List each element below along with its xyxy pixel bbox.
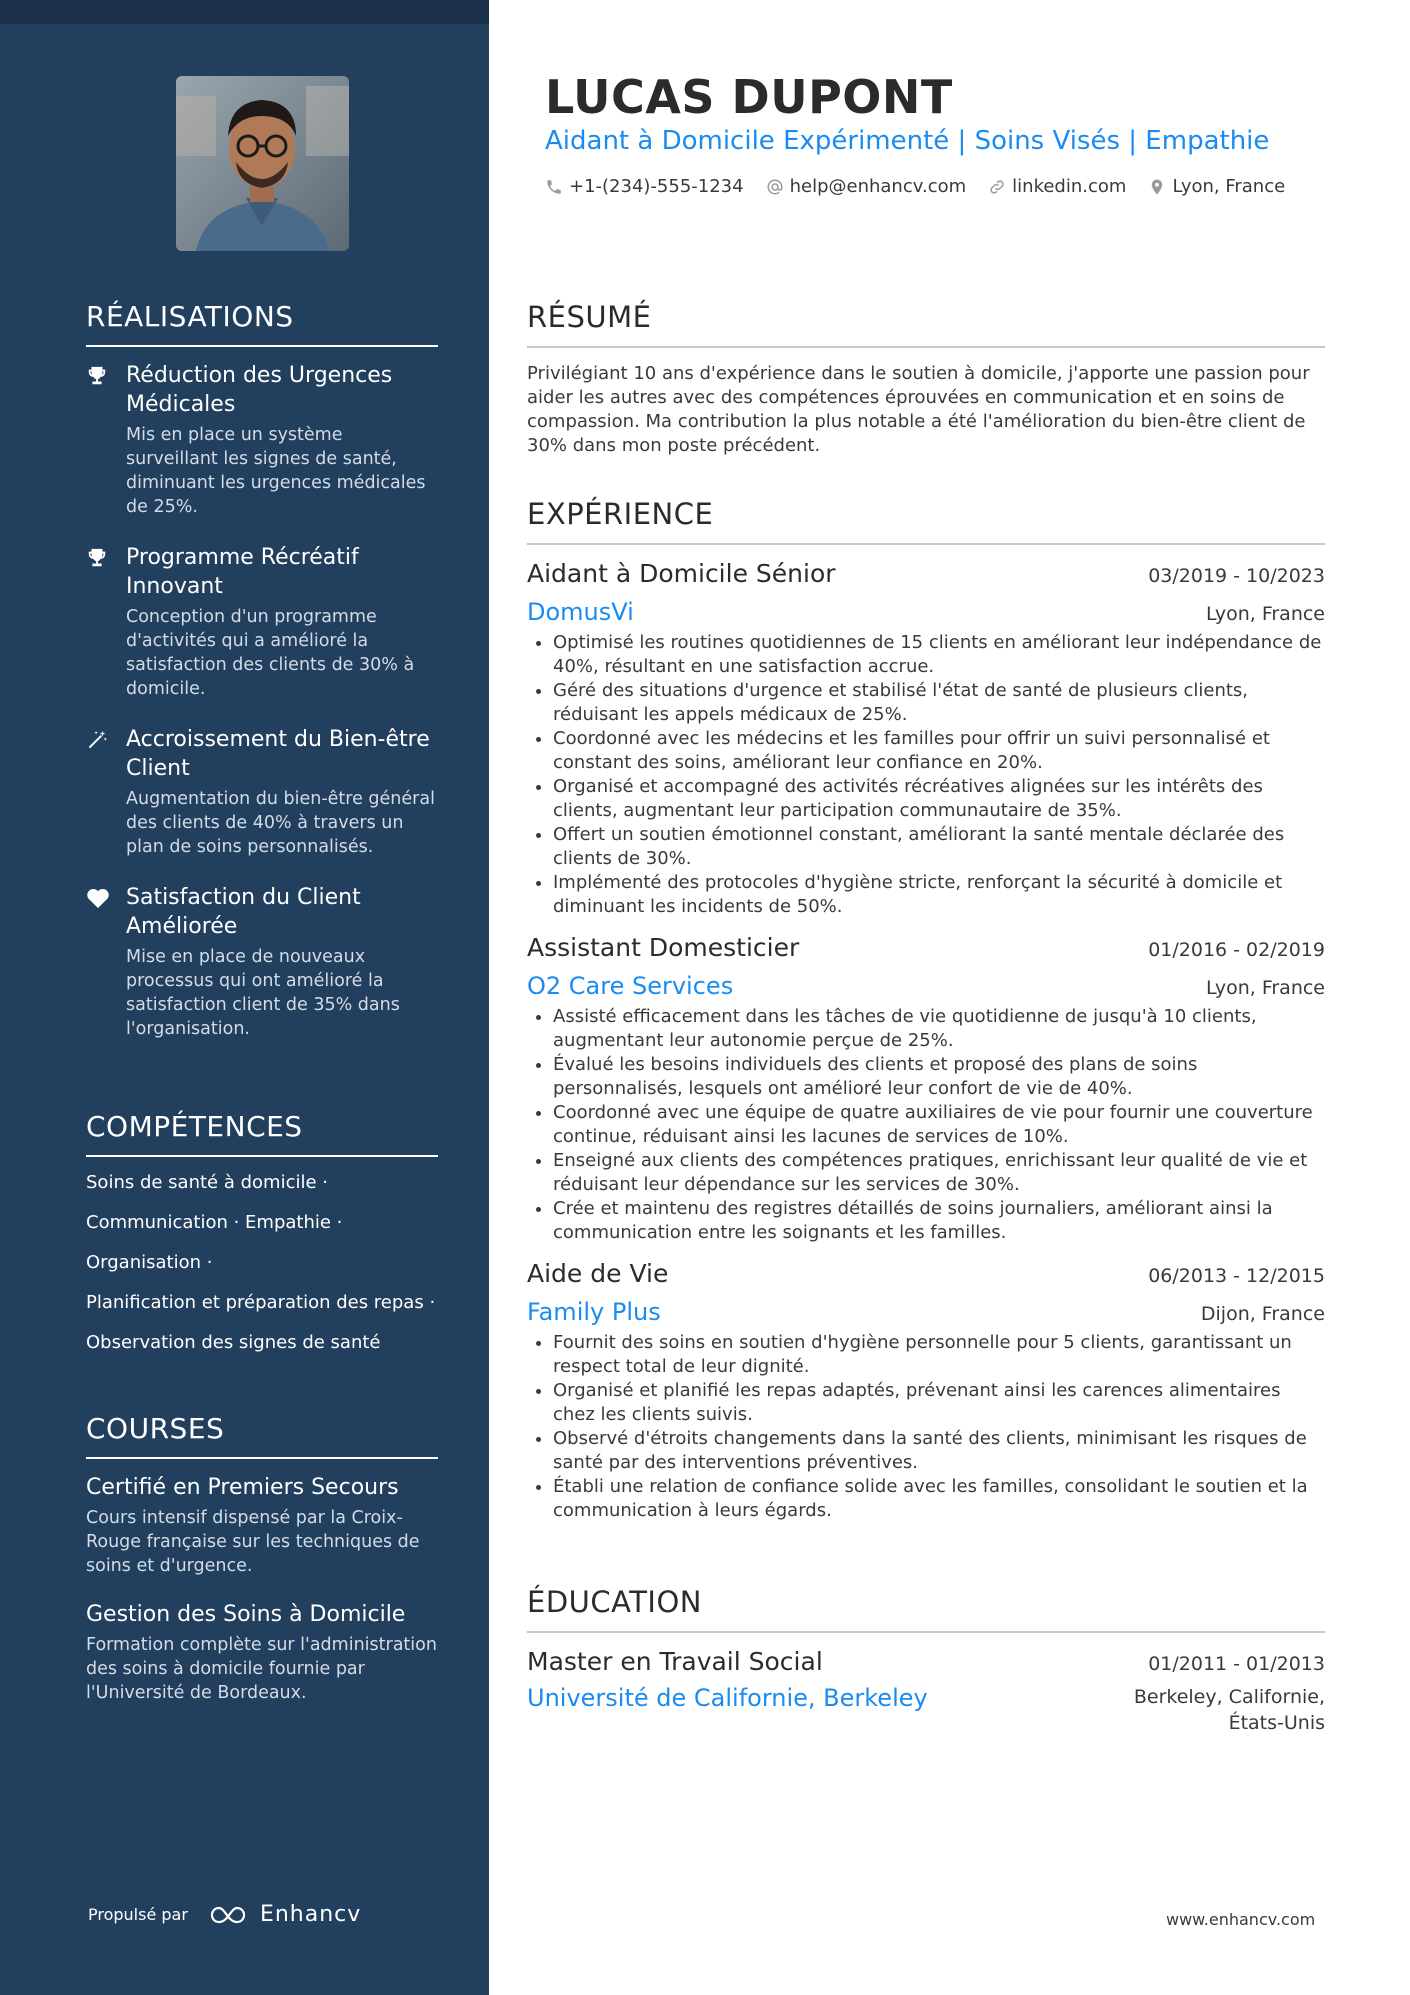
contact-linkedin[interactable]: [988, 176, 1126, 197]
enhancv-brand-name: Enhancv: [259, 1902, 362, 1927]
achievement-desc: Conception d'un programme d'activités qui a amélioré la satisfaction des clients de 30% à domicile.: [126, 607, 415, 699]
trophy-icon: [86, 547, 110, 571]
job-location: Dijon, France: [1200, 1303, 1325, 1325]
achievement-title: Accroissement du Bien-être Client: [126, 727, 430, 781]
job-bullet: • Optimisé les routines quotidiennes de 15 clients en améliorant leur indépendance de 40%, résultant en une satisfaction accrue.: [553, 631, 1325, 679]
course-desc: Formation complète sur l'administration des soins à domicile fournie par l'Université de Bordeaux.: [86, 1635, 437, 1703]
contact-email[interactable]: [766, 176, 967, 197]
location-pin-icon: [1148, 178, 1166, 196]
job-title: Assistant Domesticier: [527, 933, 800, 962]
job-dates: 01/2016 - 02/2019: [1148, 939, 1325, 961]
job-bullet: • Établi une relation de confiance solide avec les familles, consolidant le soutien et la communication à leurs égards.: [553, 1475, 1325, 1523]
contact-linkedin-text: linkedin.com: [1012, 176, 1127, 197]
experience-title: EXPÉRIENCE: [527, 497, 1325, 545]
skills-section: [86, 1110, 438, 1371]
enhancv-logo[interactable]: [208, 1902, 361, 1927]
heart-icon: [86, 887, 110, 911]
summary-text: Privilégiant 10 ans d'expérience dans le soutien à domicile, j'apporte une passion pour aider les autres avec des compétences éprouvées en communication et en soins de compassion. Ma contribution la plus notable a été l'amélioration du bien-être client de 30% dans mon poste précédent.: [527, 363, 1310, 456]
job-entry: [527, 933, 1325, 1245]
job-bullets: [527, 1005, 1325, 1245]
job-bullet: • Coordonné avec les médecins et les familles pour offrir un suivi personnalisé et constant des soins, améliorant leur confiance en 20%.: [553, 727, 1325, 775]
job-company: DomusVi: [527, 598, 634, 626]
achievement-item: [86, 883, 438, 1041]
job-bullet: • Fournit des soins en soutien d'hygiène personnelle pour 5 clients, garantissant un respect total de leur dignité.: [553, 1331, 1325, 1379]
course-item: [86, 1600, 438, 1705]
job-title: Aide de Vie: [527, 1259, 669, 1288]
job-bullet: • Organisé et planifié les repas adaptés, prévenant ainsi les carences alimentaires chez les clients suivis.: [553, 1379, 1325, 1427]
achievement-item: [86, 725, 438, 859]
course-desc: Cours intensif dispensé par la Croix-Rouge française sur les techniques de soins et d'urgence.: [86, 1508, 420, 1576]
powered-by: [88, 1902, 361, 1927]
education-location-line2: États-Unis: [1228, 1712, 1325, 1734]
sidebar: [0, 0, 489, 1995]
summary-title: RÉSUMÉ: [527, 300, 1325, 348]
profile-photo: [176, 76, 349, 251]
course-title: Certifié en Premiers Secours: [86, 1475, 399, 1500]
courses-title: COURSES: [86, 1412, 438, 1459]
education-dates: 01/2011 - 01/2013: [1148, 1653, 1325, 1675]
education-school: Université de Californie, Berkeley: [527, 1684, 928, 1712]
footer-url-link[interactable]: www.enhancv.com: [1166, 1910, 1316, 1929]
contact-phone-text: +1-(234)-555-1234: [569, 176, 744, 197]
skill-item: Organisation ·: [86, 1252, 213, 1273]
achievement-title: Programme Récréatif Innovant: [126, 545, 359, 599]
job-company: O2 Care Services: [527, 972, 734, 1000]
contact-email-text: help@enhancv.com: [789, 176, 967, 197]
contact-list: [545, 176, 1307, 197]
job-bullet: • Implémenté des protocoles d'hygiène stricte, renforçant la sécurité à domicile et diminuant les incidents de 50%.: [553, 871, 1325, 919]
course-title: Gestion des Soins à Domicile: [86, 1602, 406, 1627]
candidate-headline: Aidant à Domicile Expérimenté | Soins Visés | Empathie: [545, 126, 1270, 156]
education-section: [527, 1585, 1325, 1736]
job-bullet: • Évalué les besoins individuels des clients et proposé des plans de soins personnalisés, lesquels ont amélioré leur confort de vie de 40%.: [553, 1053, 1325, 1101]
achievements-section: [86, 300, 438, 1065]
job-bullet: • Crée et maintenu des registres détaillés de soins journaliers, améliorant ainsi la communication entre les soignants et les familles.: [553, 1197, 1325, 1245]
job-bullet: • Organisé et accompagné des activités récréatives alignées sur les intérêts des clients, augmentant leur participation communautaire de 35%.: [553, 775, 1325, 823]
job-bullet: • Offert un soutien émotionnel constant, améliorant la santé mentale déclarée des clients de 30%.: [553, 823, 1325, 871]
contact-location: [1148, 176, 1285, 197]
skills-title: COMPÉTENCES: [86, 1110, 438, 1157]
job-bullet: • Observé d'étroits changements dans la santé des clients, minimisant les risques de santé par des interventions préventives.: [553, 1427, 1325, 1475]
job-bullet: • Enseigné aux clients des compétences pratiques, enrichissant leur qualité de vie et réduisant leur dépendance sur les services de 30%.: [553, 1149, 1325, 1197]
at-icon: [766, 178, 784, 196]
achievement-title: Satisfaction du Client Améliorée: [126, 885, 361, 939]
job-bullet: • Coordonné avec une équipe de quatre auxiliaires de vie pour fournir une couverture continue, réduisant ainsi les lacunes de services de 10%.: [553, 1101, 1325, 1149]
achievement-desc: Mis en place un système surveillant les signes de santé, diminuant les urgences médicales de 25%.: [126, 425, 426, 517]
achievement-title: Réduction des Urgences Médicales: [126, 363, 393, 417]
skill-item: Planification et préparation des repas ·: [86, 1292, 436, 1313]
course-item: [86, 1473, 438, 1578]
link-icon: [988, 178, 1006, 196]
job-bullet: • Géré des situations d'urgence et stabilisé l'état de santé de plusieurs clients, réduisant les appels médicaux de 25%.: [553, 679, 1325, 727]
achievement-item: [86, 361, 438, 519]
job-entry: [527, 559, 1325, 919]
education-degree: Master en Travail Social: [527, 1647, 823, 1676]
achievement-desc: Mise en place de nouveaux processus qui ont amélioré la satisfaction client de 35% dans l'organisation.: [126, 947, 400, 1039]
powered-by-label: Propulsé par: [88, 1905, 188, 1924]
job-location: Lyon, France: [1205, 977, 1325, 999]
summary-section: [527, 300, 1325, 458]
trophy-icon: [86, 365, 110, 389]
skill-item: Communication · Empathie ·: [86, 1212, 343, 1233]
education-location: [1134, 1684, 1325, 1736]
contact-phone[interactable]: [545, 176, 744, 197]
education-location-line1: Berkeley, Californie,: [1133, 1686, 1325, 1708]
experience-section: [527, 497, 1325, 1537]
magic-wand-icon: [86, 729, 110, 753]
job-bullet: • Assisté efficacement dans les tâches de vie quotidienne de jusqu'à 10 clients, augmentant leur autonomie perçue de 25%.: [553, 1005, 1325, 1053]
skill-item: Soins de santé à domicile ·: [86, 1172, 328, 1193]
job-entry: [527, 1259, 1325, 1523]
phone-icon: [545, 178, 563, 196]
contact-location-text: Lyon, France: [1172, 176, 1286, 197]
job-bullets: [527, 631, 1325, 919]
job-title: Aidant à Domicile Sénior: [527, 559, 836, 588]
skill-item: Observation des signes de santé: [86, 1332, 381, 1353]
enhancv-logo-icon: [208, 1904, 252, 1926]
education-title: ÉDUCATION: [527, 1585, 1325, 1633]
sidebar-top-bar: [0, 0, 489, 24]
achievements-title: RÉALISATIONS: [86, 300, 438, 347]
candidate-name: LUCAS DUPONT: [545, 70, 953, 124]
job-dates: 06/2013 - 12/2015: [1148, 1265, 1325, 1287]
job-location: Lyon, France: [1205, 603, 1325, 625]
achievement-item: [86, 543, 438, 701]
job-bullets: [527, 1331, 1325, 1523]
courses-section: [86, 1412, 438, 1727]
achievement-desc: Augmentation du bien-être général des clients de 40% à travers un plan de soins personnalisés.: [126, 789, 435, 857]
job-company: Family Plus: [527, 1298, 661, 1326]
job-dates: 03/2019 - 10/2023: [1148, 565, 1325, 587]
